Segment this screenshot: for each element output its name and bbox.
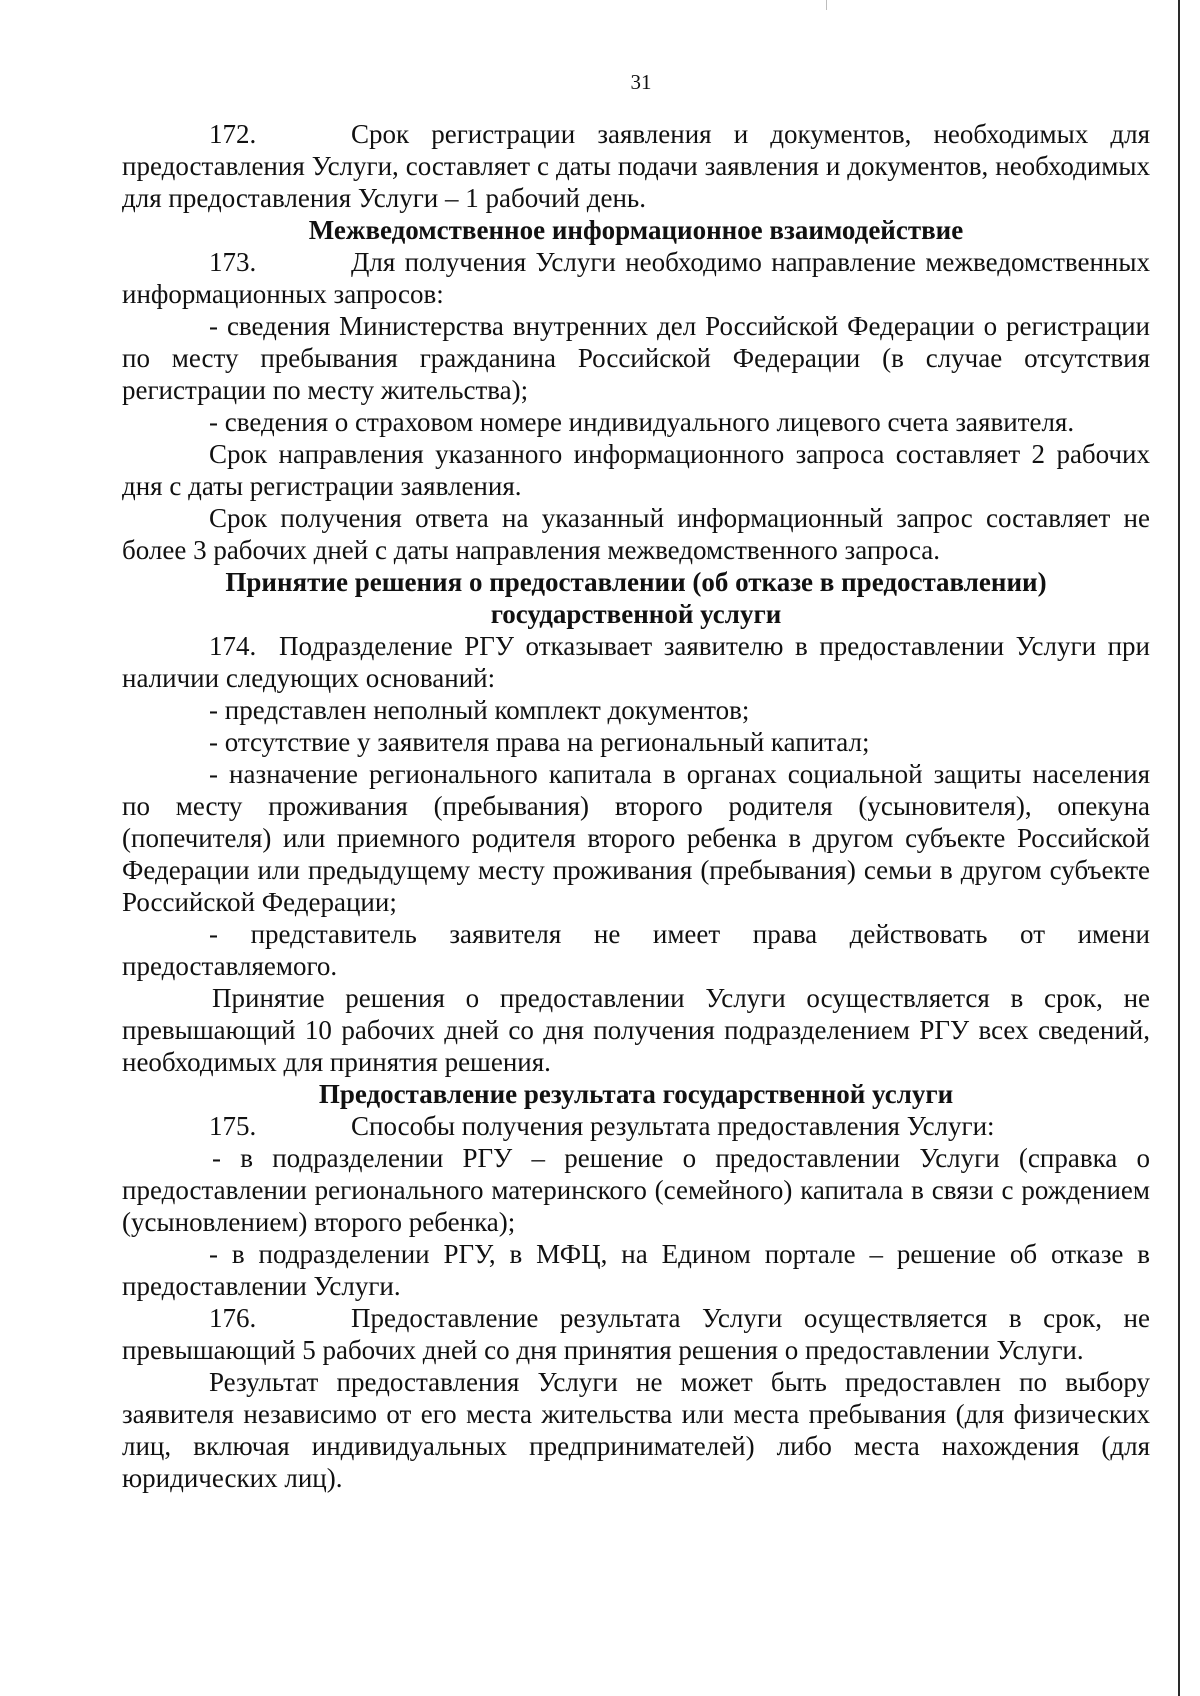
list-item: - представлен неполный комплект документов; [209,695,750,725]
section-heading-decision [122,566,1150,630]
document-body [122,118,1150,1494]
paragraph-175 [122,1110,1150,1142]
scan-page-edge [1178,0,1180,1696]
paragraph-number: 173. [209,247,257,277]
paragraph-number: 176. [209,1303,257,1333]
list-item: - представитель заявителя не имеет права действовать от имени предоставляемого. [122,919,1150,981]
paragraph-number: 172. [209,119,257,149]
paragraph-text: Принятие решения о предоставлении Услуги осуществляется в срок, не превышающий 10 рабочих дней со дня получения подразделением РГУ всех сведений, необходимых для принятия решения. [122,983,1150,1077]
paragraph-text: Срок направления указанного информационного запроса составляет 2 рабочих дня с даты регистрации заявления. [122,439,1150,501]
section-heading-line: государственной услуги [490,599,782,629]
paragraph-number: 175. [209,1111,257,1141]
list-item: - сведения Министерства внутренних дел Российской Федерации о регистрации по месту пребывания гражданина Российской Федерации (в случае отсутствия регистрации по месту жительства); [122,311,1150,405]
paragraph-173 [122,246,1150,310]
list-item: - отсутствие у заявителя права на региональный капитал; [209,727,870,757]
section-heading-result: Предоставление результата государственной услуги [318,1079,954,1109]
paragraph-text: Для получения Услуги необходимо направление межведомственных информационных запросов: [122,247,1150,309]
list-item: - сведения о страховом номере индивидуального лицевого счета заявителя. [209,407,1075,437]
paragraph-text: Подразделение РГУ отказывает заявителю в предоставлении Услуги при наличии следующих оснований: [122,631,1150,693]
paragraph-172 [122,118,1150,214]
list-item: - в подразделении РГУ, в МФЦ, на Едином портале – решение об отказе в предоставлении Услуги. [122,1239,1150,1301]
section-heading-interagency: Межведомственное информационное взаимодействие [308,215,964,245]
paragraph-number: 174. [209,631,257,661]
list-item: - в подразделении РГУ – решение о предоставлении Услуги (справка о предоставлении регионального материнского (семейного) капитала в связи с рождением (усыновлением) второго ребенка); [122,1143,1150,1237]
section-heading-line: Принятие решения о предоставлении (об отказе в предоставлении) [225,567,1047,597]
paragraph-text: Результат предоставления Услуги не может быть предоставлен по выбору заявителя независимо от его места жительства или места пребывания (для физических лиц, включая индивидуальных предпринимателей) либо места нахождения (для юридических лиц). [122,1367,1150,1493]
list-item: - назначение регионального капитала в органах социальной защиты населения по месту проживания (пребывания) второго родителя (усыновителя), опекуна (попечителя) или приемного родителя второго ребенка в другом субъекте Российской Федерации или предыдущему месту проживания (пребывания) семьи в другом субъекте Российской Федерации; [122,759,1150,917]
scan-edge-mark [826,0,827,10]
paragraph-text: Срок регистрации заявления и документов, необходимых для предоставления Услуги, составляет с даты подачи заявления и документов, необходимых для предоставления Услуги – 1 рабочий день. [122,119,1150,213]
paragraph-176 [122,1302,1150,1366]
paragraph-174 [122,630,1150,694]
paragraph-text: Срок получения ответа на указанный информационный запрос составляет не более 3 рабочих дней с даты направления межведомственного запроса. [122,503,1150,565]
paragraph-text: Способы получения результата предоставления Услуги: [351,1111,995,1141]
paragraph-text: Предоставление результата Услуги осуществляется в срок, не превышающий 5 рабочих дней со дня принятия решения о предоставлении Услуги. [122,1303,1150,1365]
page-number: 31 [630,70,652,94]
